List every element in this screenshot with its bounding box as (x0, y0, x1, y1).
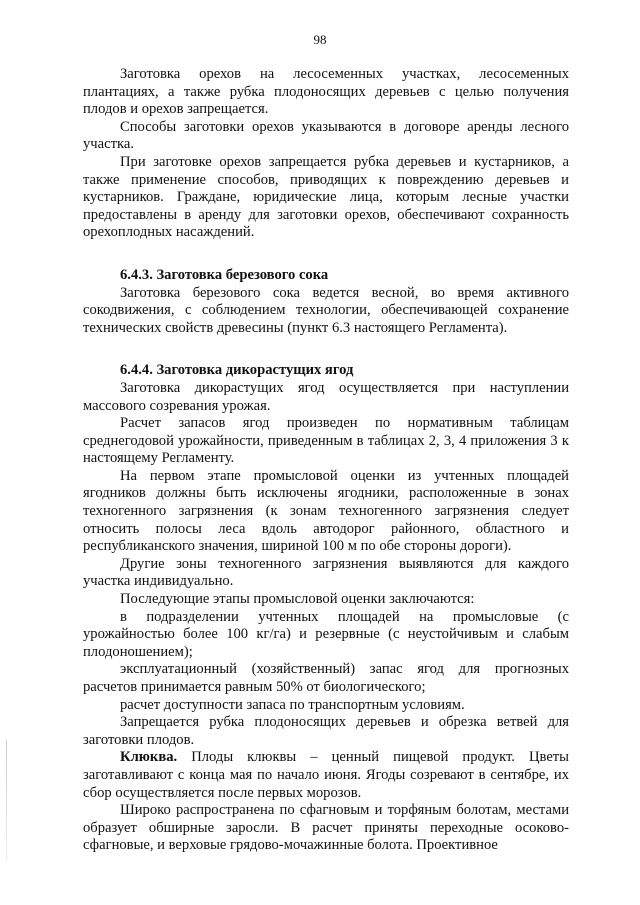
paragraph: На первом этапе промысловой оценки из учтенных площадей ягодников должны быть исключены ягодники, расположенные в зонах техногенного загрязнения (к зонам техногенного загрязнения следует относить полосы леса вдоль автодорог районного, областного и республиканского значения, шириной 100 м по обе стороны дороги). (83, 467, 569, 555)
list-item: в подразделении учтенных площадей на промысловые (с урожайностью более 100 кг/га) и резервные (с неустойчивым и слабым плодоношением); (83, 608, 569, 660)
paragraph: При заготовке орехов запрещается рубка деревьев и кустарников, а также применение способов, приводящих к повреждению деревьев и кустарников. Граждане, юридические лица, которым лесные участки предоставлены в аренду для заготовки орехов, обеспечивают сохранность орехоплодных насаждений. (83, 153, 569, 241)
paragraph-cranberry (83, 749, 569, 802)
cranberry-text: Плоды клюквы – ценный пищевой продукт. Цветы заготавливают с конца мая по начало июня. Ягоды созревают в сентябре, их сбор осуществляется после первых морозов. (83, 749, 569, 801)
list-item: эксплуатационный (хозяйственный) запас ягод для прогнозных расчетов принимается равным 50% от биологического; (83, 661, 569, 695)
paragraph: Способы заготовки орехов указываются в договоре аренды лесного участка. (83, 118, 569, 153)
paragraph: Широко распространена по сфагновым и торфяным болотам, местами образует обширные заросли. В расчет приняты переходные осоково-сфагновые, и верховые грядово-мочажинные болота. Проективное (83, 802, 569, 854)
section-heading-6-4-4: 6.4.4. Заготовка дикорастущих ягод (120, 362, 354, 379)
paragraph: Заготовка орехов на лесосеменных участках, лесосеменных плантациях, а также рубка плодоносящих деревьев с целью получения плодов и орехов запрещается. (83, 66, 569, 118)
list-item: расчет доступности запаса по транспортным условиям. (120, 696, 465, 713)
page-number: 98 (313, 32, 327, 47)
cranberry-lead: Клюква. (120, 749, 178, 766)
paragraph: Запрещается рубка плодоносящих деревьев и обрезка ветвей для заготовки плодов. (83, 714, 569, 748)
paragraph: Расчет запасов ягод произведен по нормативным таблицам среднегодовой урожайности, приведенным в таблицах 2, 3, 4 приложения 3 к настоящему Регламенту. (83, 415, 569, 467)
section-heading-6-4-3: 6.4.3. Заготовка березового сока (120, 266, 329, 283)
paragraph: Последующие этапы промысловой оценки заключаются: (120, 591, 475, 608)
document-body (83, 66, 569, 855)
scan-margin-mark (6, 740, 7, 860)
paragraph: Другие зоны техногенного загрязнения выявляются для каждого участка индивидуально. (83, 555, 569, 590)
paragraph: Заготовка дикорастущих ягод осуществляется при наступлении массового созревания урожая. (83, 379, 569, 414)
paragraph: Заготовка березового сока ведется весной, во время активного сокодвижения, с соблюдением технологии, обеспечивающей сохранение технических свойств древесины (пункт 6.3 настоящего Регламента). (83, 284, 569, 336)
